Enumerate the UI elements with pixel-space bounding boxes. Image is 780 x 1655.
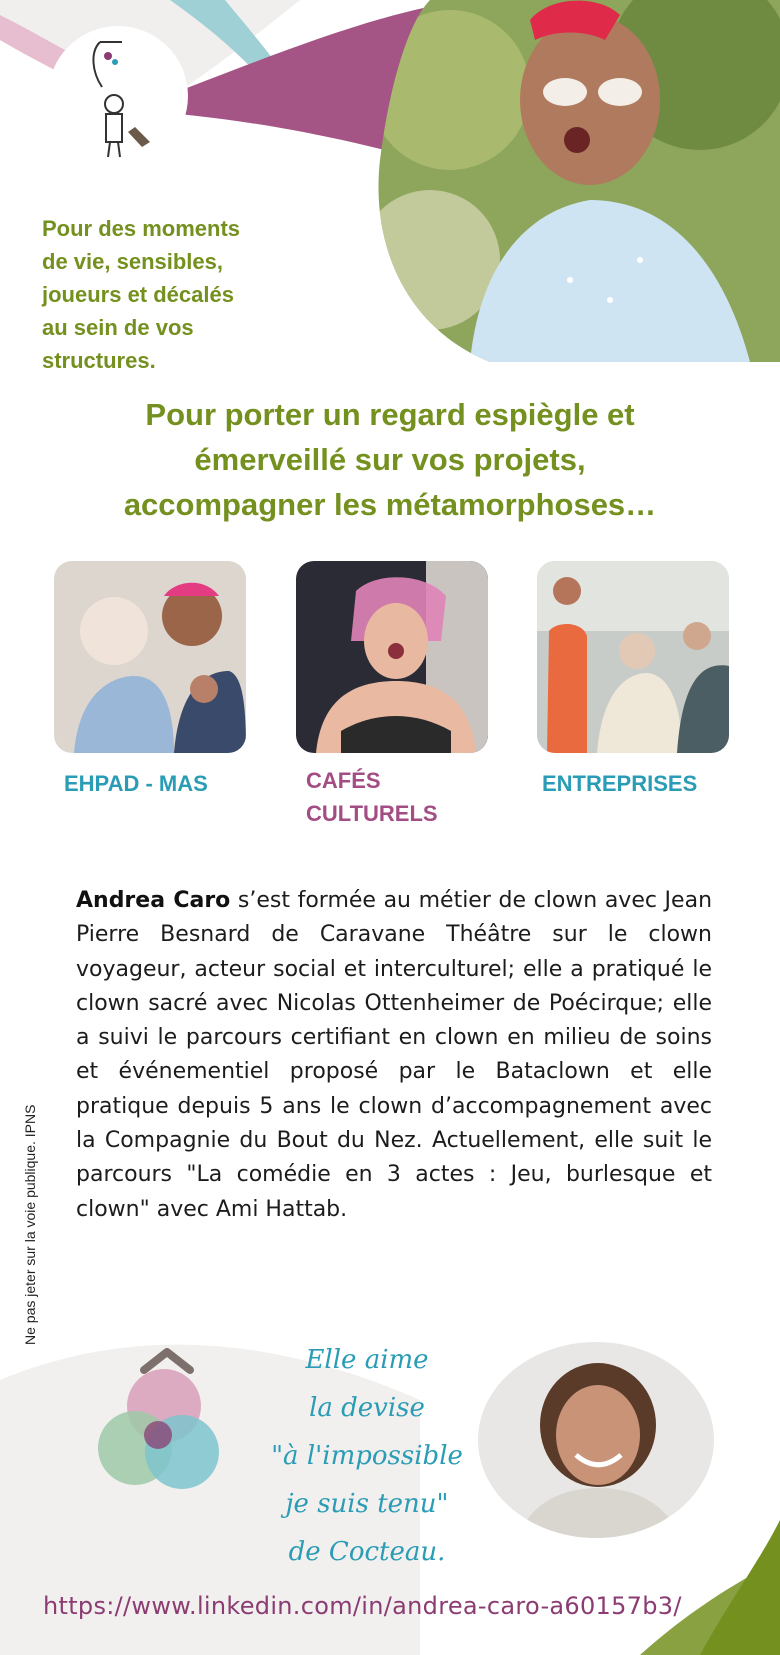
clown-doodle-icon bbox=[80, 32, 170, 162]
portrait-photo bbox=[476, 1340, 716, 1540]
bio-name: Andrea Caro bbox=[76, 888, 231, 913]
headline bbox=[60, 392, 720, 527]
tagline-line: joueurs et décalés bbox=[42, 282, 234, 307]
quote-line: la devise bbox=[309, 1393, 425, 1423]
quote-line: Elle aime bbox=[305, 1345, 429, 1375]
tagline-line: structures. bbox=[42, 348, 156, 373]
bio-text: s’est formée au métier de clown avec Jean Pierre Besnard de Caravane Théâtre sur le clown voyageur, acteur social et interculturel; elle a pratiqué le clown sacré avec Nicolas Ottenheimer de Poécirque; elle a suivi le parcours certifiant en clown en milieu de soins et événementiel proposé par le Bataclown et elle pratique depuis 5 ans le clown d’accompagnement avec la Compagnie du Bout du Nez. Actuellement, elle suit le parcours "La comédie en 3 actes : Jeu, burlesque et clown" avec Ami Hattab. bbox=[76, 888, 713, 1222]
headline-line: émerveillé sur vos projets, bbox=[194, 442, 586, 477]
tagline-line: de vie, sensibles, bbox=[42, 249, 223, 274]
category-label-entreprises: ENTREPRISES bbox=[542, 771, 698, 796]
category-label-line: CULTURELS bbox=[306, 801, 438, 826]
logo-circles-icon bbox=[92, 1340, 227, 1500]
photo-entreprises bbox=[537, 561, 729, 753]
side-legal-note: Ne pas jeter sur la voie publique. IPNS bbox=[22, 1104, 38, 1345]
category-label-cafes bbox=[306, 764, 506, 830]
tagline-line: au sein de vos bbox=[42, 315, 194, 340]
tagline bbox=[42, 212, 322, 377]
photo-cafes-culturels bbox=[296, 561, 488, 753]
category-label-line: CAFÉS bbox=[306, 768, 381, 793]
quote-line: je suis tenu" bbox=[285, 1489, 449, 1519]
category-label-ehpad: EHPAD - MAS bbox=[64, 771, 208, 796]
photo-ehpad bbox=[54, 561, 246, 753]
linkedin-link[interactable]: https://www.linkedin.com/in/andrea-caro-a60157b3/ bbox=[43, 1592, 682, 1620]
headline-line: Pour porter un regard espiègle et bbox=[145, 397, 635, 432]
quote-line: "à l'impossible bbox=[271, 1441, 463, 1471]
quote bbox=[262, 1336, 472, 1576]
bio-paragraph bbox=[76, 884, 712, 1227]
headline-line: accompagner les métamorphoses… bbox=[123, 487, 657, 522]
tagline-line: Pour des moments bbox=[42, 216, 241, 241]
hero-clown-photo bbox=[370, 0, 780, 362]
quote-line: de Cocteau. bbox=[288, 1537, 446, 1567]
